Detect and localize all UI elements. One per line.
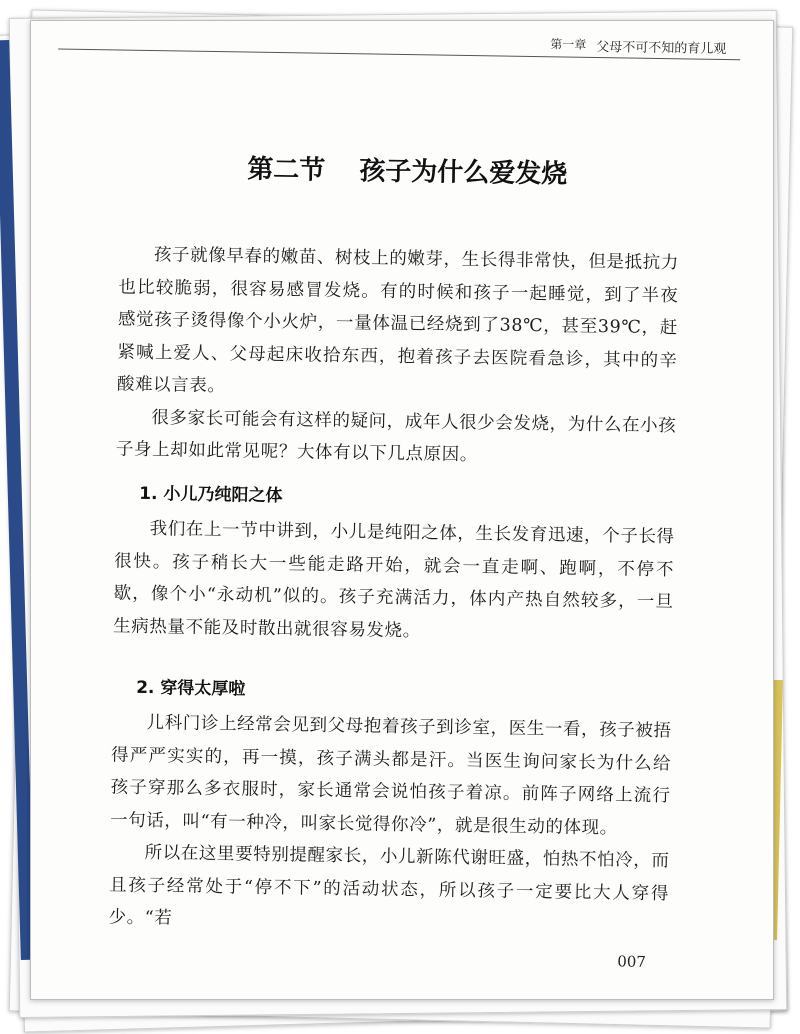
point2-block (108, 706, 672, 942)
point2-paragraph: 所以在这里要特别提醒家长，小儿新陈代谢旺盛，怕热不怕冷，而且孩子经常处于“停不下”的活动状态，所以孩子一定要比大人穿得少。“若 (108, 843, 670, 929)
point1-block (113, 512, 675, 651)
page-content (30, 20, 774, 1000)
point1-heading: 1. 小儿乃纯阳之体 (139, 483, 283, 507)
section-title (36, 145, 774, 194)
point1-paragraph: 我们在上一节中讲到，小儿是纯阳之体，生长发育迅速，个子长得很快。孩子稍长大一些能走路开始，就会一直走啊、跑啊，不停不歇，像个小“永动机”似的。孩子充满活力，体内产热自然较多，一旦生病热量不能及时散出就很容易发烧。 (112, 519, 675, 641)
section-label: 第二节 (247, 154, 326, 186)
intro-paragraph: 孩子就像早春的嫩苗、树枝上的嫩芽，生长得非常快，但是抵抗力也比较脆弱，很容易感冒发烧。有的时候和孩子一起睡觉，到了半夜感觉孩子烫得像个小火炉，一量体温已经烧到了38℃，甚至39℃，赶紧喊上爱人、父母起床收拾东西，抱着孩子去医院看急诊，其中的辛酸难以言表。 (116, 245, 680, 397)
running-head (550, 35, 726, 57)
chapter-title: 父母不可不知的育儿观 (596, 39, 727, 58)
point2-heading: 2. 穿得太厚啦 (136, 677, 246, 700)
page-number: 007 (617, 952, 647, 971)
intro-block (116, 239, 680, 475)
chapter-label: 第一章 (550, 37, 587, 52)
intro-paragraph: 很多家长可能会有这样的疑问，成年人很少会发烧，为什么在小孩子身上却如此常见呢？大体有以下几点原因。 (115, 407, 677, 466)
point2-paragraph: 儿科门诊上经常会见到父母抱着孩子到诊室，医生一看，孩子被捂得严严实实的，再一摸，孩子满头都是汗。当医生询问家长为什么给孩子穿那么多衣服时，家长通常会说怕孩子着凉。前阵子网络上流行一句话，叫“有一种冷，叫家长觉得你冷”，就是很生动的体现。 (109, 713, 672, 838)
section-heading: 孩子为什么爱发烧 (359, 156, 568, 190)
book-page (30, 20, 774, 1000)
